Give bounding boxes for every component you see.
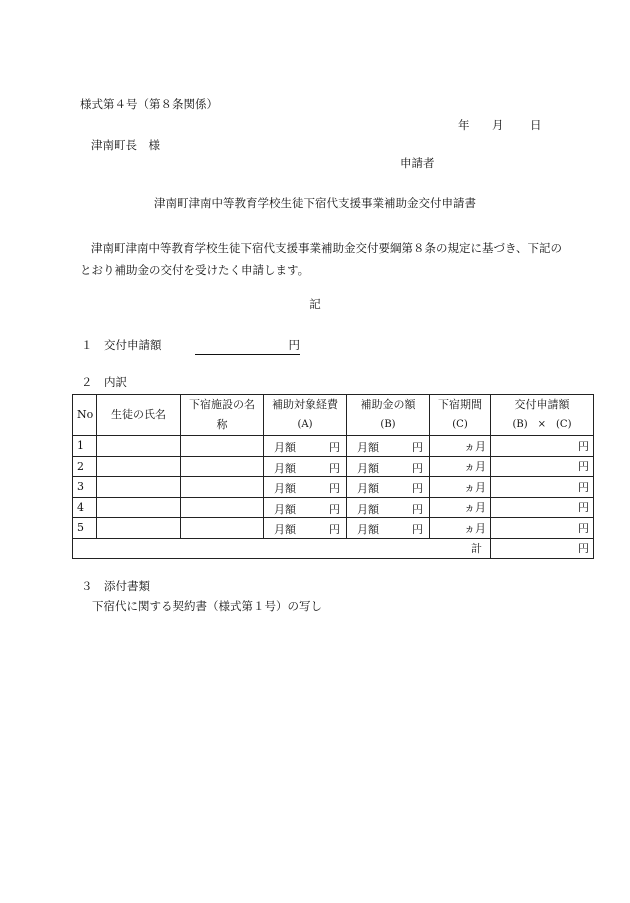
date-day: 日	[530, 118, 542, 132]
table-row	[73, 436, 594, 457]
subsidy-amount-cell[interactable]: 月額 円	[347, 436, 430, 457]
ki-heading: 記	[309, 297, 321, 311]
application-amount-cell[interactable]: 円	[491, 497, 594, 518]
header-no: No	[73, 395, 97, 436]
section2-label: ２ 内訳	[81, 375, 127, 389]
row-number: 2	[73, 456, 97, 477]
student-name-cell[interactable]	[97, 518, 181, 539]
form-number: 様式第４号（第８条関係）	[80, 97, 218, 111]
header-lodging-name: 下宿施設の名称	[181, 395, 264, 436]
table-row	[73, 456, 594, 477]
table-row	[73, 497, 594, 518]
table-row	[73, 477, 594, 498]
row-number: 1	[73, 436, 97, 457]
application-amount-cell[interactable]: 円	[491, 456, 594, 477]
date-year: 年	[458, 118, 470, 132]
subsidy-amount-cell[interactable]: 月額 円	[347, 518, 430, 539]
lodging-name-cell[interactable]	[181, 518, 264, 539]
total-label: 計	[73, 538, 491, 559]
lodging-name-cell[interactable]	[181, 497, 264, 518]
row-number: 3	[73, 477, 97, 498]
student-name-cell[interactable]	[97, 436, 181, 457]
lodging-name-cell[interactable]	[181, 456, 264, 477]
student-name-cell[interactable]	[97, 456, 181, 477]
yen-suffix: 円	[288, 338, 300, 352]
eligible-cost-cell[interactable]: 月額 円	[264, 436, 347, 457]
attachment-description: 下宿代に関する契約書（様式第１号）の写し	[92, 599, 322, 613]
table-row	[73, 518, 594, 539]
header-application-amount: 交付申請額 (B) × (C)	[491, 395, 594, 436]
student-name-cell[interactable]	[97, 477, 181, 498]
application-amount-cell[interactable]: 円	[491, 436, 594, 457]
total-row	[73, 538, 594, 559]
lodging-name-cell[interactable]	[181, 436, 264, 457]
row-number: 4	[73, 497, 97, 518]
lodging-period-cell[interactable]: ヵ月	[430, 436, 491, 457]
header-lodging-period: 下宿期間 (C)	[430, 395, 491, 436]
subsidy-amount-cell[interactable]: 月額 円	[347, 497, 430, 518]
document-title: 津南町津南中等教育学校生徒下宿代支援事業補助金交付申請書	[154, 196, 476, 210]
lodging-period-cell[interactable]: ヵ月	[430, 477, 491, 498]
body-text: 津南町津南中等教育学校生徒下宿代支援事業補助金交付要綱第８条の規定に基づき、下記のとおり補助金の交付を受けたく申請します。	[80, 241, 563, 277]
header-eligible-cost: 補助対象経費 (A)	[264, 395, 347, 436]
row-number: 5	[73, 518, 97, 539]
lodging-period-cell[interactable]: ヵ月	[430, 497, 491, 518]
subsidy-amount-cell[interactable]: 月額 円	[347, 477, 430, 498]
section1-label: １ 交付申請額	[81, 338, 162, 352]
subsidy-amount-cell[interactable]: 月額 円	[347, 456, 430, 477]
application-amount-cell[interactable]: 円	[491, 477, 594, 498]
lodging-period-cell[interactable]: ヵ月	[430, 456, 491, 477]
section3-label: ３ 添付書類	[81, 579, 150, 593]
addressee: 津南町長 様	[91, 138, 160, 152]
lodging-name-cell[interactable]	[181, 477, 264, 498]
eligible-cost-cell[interactable]: 月額 円	[264, 497, 347, 518]
date-month: 月	[492, 118, 504, 132]
applicant-label: 申請者	[400, 156, 435, 170]
student-name-cell[interactable]	[97, 497, 181, 518]
eligible-cost-cell[interactable]: 月額 円	[264, 518, 347, 539]
application-amount-cell[interactable]: 円	[491, 518, 594, 539]
header-student-name: 生徒の氏名	[97, 395, 181, 436]
header-subsidy-amount: 補助金の額 (B)	[347, 395, 430, 436]
lodging-period-cell[interactable]: ヵ月	[430, 518, 491, 539]
date-line	[458, 120, 542, 132]
breakdown-table	[72, 394, 594, 559]
eligible-cost-cell[interactable]: 月額 円	[264, 477, 347, 498]
eligible-cost-cell[interactable]: 月額 円	[264, 456, 347, 477]
table-header-row	[73, 395, 594, 436]
application-amount-field[interactable]	[195, 340, 300, 355]
total-amount-cell[interactable]: 円	[491, 538, 594, 559]
